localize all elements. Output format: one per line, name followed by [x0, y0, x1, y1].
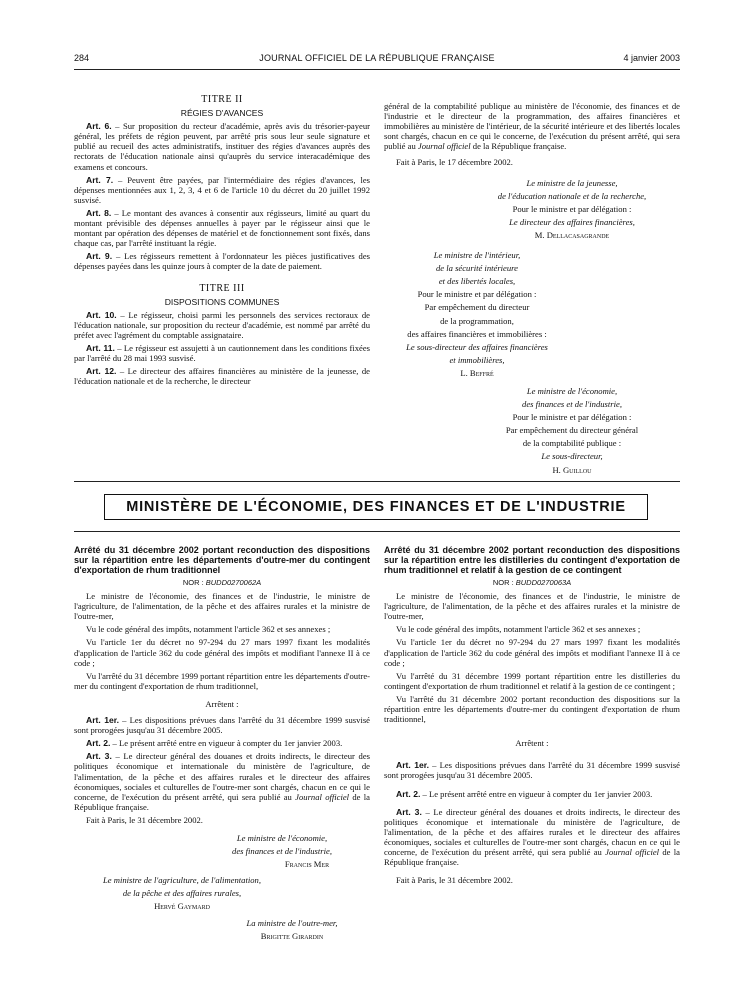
article-2: Art. 2. – Le présent arrêté entre en vigueur à compter du 1er janvier 2003.	[396, 788, 653, 799]
preamble: Le ministre de l'économie, des finances et de l'industrie, le ministre de l'agriculture, de l'alimentation, de la pêche et des affaires rurales et la ministre de l'outre-mer,	[384, 591, 680, 622]
signature-block-overseas: La ministre de l'outre-mer, Brigitte Girardin	[214, 918, 370, 941]
article-2: Art. 2. – Le présent arrêté entre en vigueur à compter du 1er janvier 2003.	[86, 738, 343, 749]
article-3: Art. 3. – Le directeur général des douanes et droits indirects, le directeur des politiques économique et internationale du ministère de l'agriculture, de l'alimentation, de la pêche et des affaires rurales et le directeur des affaires économiques, sociales et culturelles de l'outre-mer sont chargés, chacun en ce qui le concerne, de l'exécution du présent arrêté, qui sera publié au Journal officiel de la République française.	[384, 806, 680, 868]
section-title: TITRE II	[201, 94, 243, 105]
ministry-banner: MINISTÈRE DE L'ÉCONOMIE, DES FINANCES ET DE L'INDUSTRIE	[104, 494, 648, 520]
section-title: TITRE III	[199, 282, 245, 294]
bottom-left-column	[74, 545, 370, 945]
bottom-right-column	[384, 545, 680, 888]
signature-date: Fait à Paris, le 17 décembre 2002.	[396, 157, 513, 168]
section-subtitle: DISPOSITIONS COMMUNES	[164, 296, 280, 307]
article-9: Art. 9. – Les régisseurs remettent à l'ordonnateur les pièces justificatives des dépenses payées dans les quinze jours à compter de la date de paiement.	[74, 251, 371, 272]
journal-title: JOURNAL OFFICIEL DE LA RÉPUBLIQUE FRANÇAISE	[259, 53, 495, 63]
article-1: Art. 1er. – Les dispositions prévues dans l'arrêté du 31 décembre 1999 susvisé sont prorogées jusqu'au 31 décembre 2005.	[74, 715, 370, 736]
signature-date: Fait à Paris, le 31 décembre 2002.	[396, 875, 513, 886]
signature-block-education: Le ministre de la jeunesse, de l'éducation nationale et de la recherche, Pour le ministre et par délégation : Le directeur des affaires financières, M. Dellacasagrande	[464, 178, 680, 240]
header-rule	[74, 69, 680, 70]
signature-block-economy: Le ministre de l'économie, des finances et de l'industrie, Francis Mer	[194, 833, 370, 869]
preamble: Le ministre de l'économie, des finances et de l'industrie, le ministre de l'agriculture, de l'alimentation, de la pêche et des affaires rurales et la ministre de l'outre-mer,	[74, 591, 370, 622]
article-11: Art. 11. – Le régisseur est assujetti à un cautionnement dans les conditions fixées par l'arrêté du 28 mai 1993 susvisé.	[74, 342, 370, 364]
top-right-column	[384, 101, 680, 479]
arretent: Arrêtent :	[205, 698, 239, 709]
article-3: Art. 3. – Le directeur général des douanes et droits indirects, le directeur des politiques économique et internationale du ministère de l'agriculture, de l'alimentation, de la pêche et des affaires rurales et le directeur des affaires économiques, sociales et culturelles de l'outre-mer sont chargés, chacun en ce qui le concerne, de l'exécution du présent arrêté, qui sera publié au Journal officiel de la République française.	[74, 751, 370, 812]
signatory-name: Brigitte Girardin	[260, 930, 324, 941]
section-rule	[74, 481, 680, 482]
visa: Vu l'article 1er du décret no 97-294 du 27 mars 1997 fixant les modalités d'application de l'article 362 du code général des impôts et modifiant l'annexe II à ce code ;	[384, 637, 680, 668]
article-7: Art. 7. – Peuvent être payées, par l'intermédiaire des régies d'avances, les dépenses mentionnées aux 1, 2, 3, 4 et 6 de l'article 10 du décret du 20 juillet 1992 susvisé.	[74, 174, 370, 205]
article-8: Art. 8. – Le montant des avances à consentir aux régisseurs, limité au quart du montant prévisible des dépenses annuelles à payer par le régisseur ainsi que le montant par opération des dépenses de matériel et de fonctionnement sont fixés, dans chaque cas, par l'arrêté instituant la régie.	[74, 207, 370, 249]
section-rule	[74, 531, 680, 532]
arretent: Arrêtent :	[515, 738, 549, 749]
section-subtitle: RÉGIES D'AVANCES	[180, 108, 264, 119]
signatory-name: M. Dellacasagrande	[534, 229, 610, 240]
visa: Vu le code général des impôts, notamment l'article 362 et ses annexes ;	[86, 624, 331, 635]
article-12-continued: général de la comptabilité publique au ministère de l'économie, des finances et de l'industrie et le directeur de la programmation, des affaires financières et immobilières au ministère de l'intérieur, de la sécurité intérieure et des libertés locales sont chargés, chacun en ce qui le concerne, de l'exécution du présent arrêté, qui sera publié au Journal officiel de la République française.	[384, 101, 680, 152]
visa: Vu le code général des impôts, notamment l'article 362 et ses annexes ;	[396, 624, 641, 635]
signature-block-economy: Le ministre de l'économie, des finances et de l'industrie, Pour le ministre et par délégation : Par empêchement du directeur général de la comptabilité publique : Le sous-directeur, H. Guillou	[464, 386, 680, 475]
decree-title: Arrêté du 31 décembre 2002 portant reconduction des dispositions sur la répartition entre les départements d'outre-mer du contingent d'exportation de rhum traditionnel	[74, 545, 370, 575]
visa: Vu l'arrêté du 31 décembre 2002 portant reconduction des dispositions sur la répartition entre les départements d'outre-mer du contingent d'exportation de rhum traditionnel,	[384, 693, 680, 725]
signature-block-interior: Le ministre de l'intérieur, de la sécurité intérieure et des libertés locales, Pour le ministre et par délégation : Par empêchement du directeur de la programmation, des affaires financières et immobilières : Le sous-directeur des affaires financières et immobilières, L. Beffré	[384, 250, 570, 378]
visa: Vu l'arrêté du 31 décembre 1999 portant répartition entre les départements d'outre-mer du contingent d'exportation de rhum traditionnel,	[74, 670, 370, 691]
article-10: Art. 10. – Le régisseur, choisi parmi les personnels des services rectoraux de l'éducation nationale, sur proposition du recteur d'académie, est nommé par arrêté du préfet avec l'agrément du comptable assignataire.	[74, 309, 370, 340]
issue-date: 4 janvier 2003	[623, 53, 680, 63]
signatory-name: H. Guillou	[552, 464, 592, 475]
visa: Vu l'article 1er du décret no 97-294 du 27 mars 1997 fixant les modalités d'application de l'article 362 du code général des impôts et modifiant l'annexe II à ce code ;	[74, 637, 370, 668]
top-left-column	[74, 95, 370, 389]
signature-block-agriculture: Le ministre de l'agriculture, de l'alimentation, de la pêche et des affaires rurales, Hervé Gaymard	[74, 875, 290, 911]
page-header	[74, 53, 680, 67]
article-1: Art. 1er. – Les dispositions prévues dans l'arrêté du 31 décembre 1999 susvisé sont prorogées jusqu'au 31 décembre 2005.	[384, 760, 680, 781]
article-12: Art. 12. – Le directeur des affaires financières au ministère de la jeunesse, de l'éducation nationale et de la recherche, le directeur	[74, 366, 370, 387]
signatory-name: Francis Mer	[284, 859, 330, 870]
nor-reference: NOR : BUDD0270062A	[182, 578, 262, 587]
signature-date: Fait à Paris, le 31 décembre 2002.	[86, 814, 203, 825]
signatory-name: L. Beffré	[460, 367, 494, 378]
decree-title: Arrêté du 31 décembre 2002 portant reconduction des dispositions sur la répartition entre les distilleries du contingent d'exportation de rhum traditionnel et relatif à la gestion de ce contingent	[384, 545, 680, 575]
nor-reference: NOR : BUDD0270063A	[492, 578, 572, 587]
article-6: Art. 6. – Sur proposition du recteur d'académie, après avis du trésorier-payeur général, les préfets de région peuvent, par arrêté pris sous leur seule signature et publié au recueil des actes administratifs, instituer des régies d'avances auprès des rectorats de l'éducation nationale ainsi qu'auprès du service interacadémique des examens et concours.	[74, 121, 370, 172]
visa: Vu l'arrêté du 31 décembre 1999 portant répartition entre les distilleries du contingent d'exportation de rhum traditionnel et relatif à la gestion de ce contingent ;	[384, 670, 680, 691]
page-number: 284	[74, 53, 90, 63]
signatory-name: Hervé Gaymard	[154, 901, 210, 912]
